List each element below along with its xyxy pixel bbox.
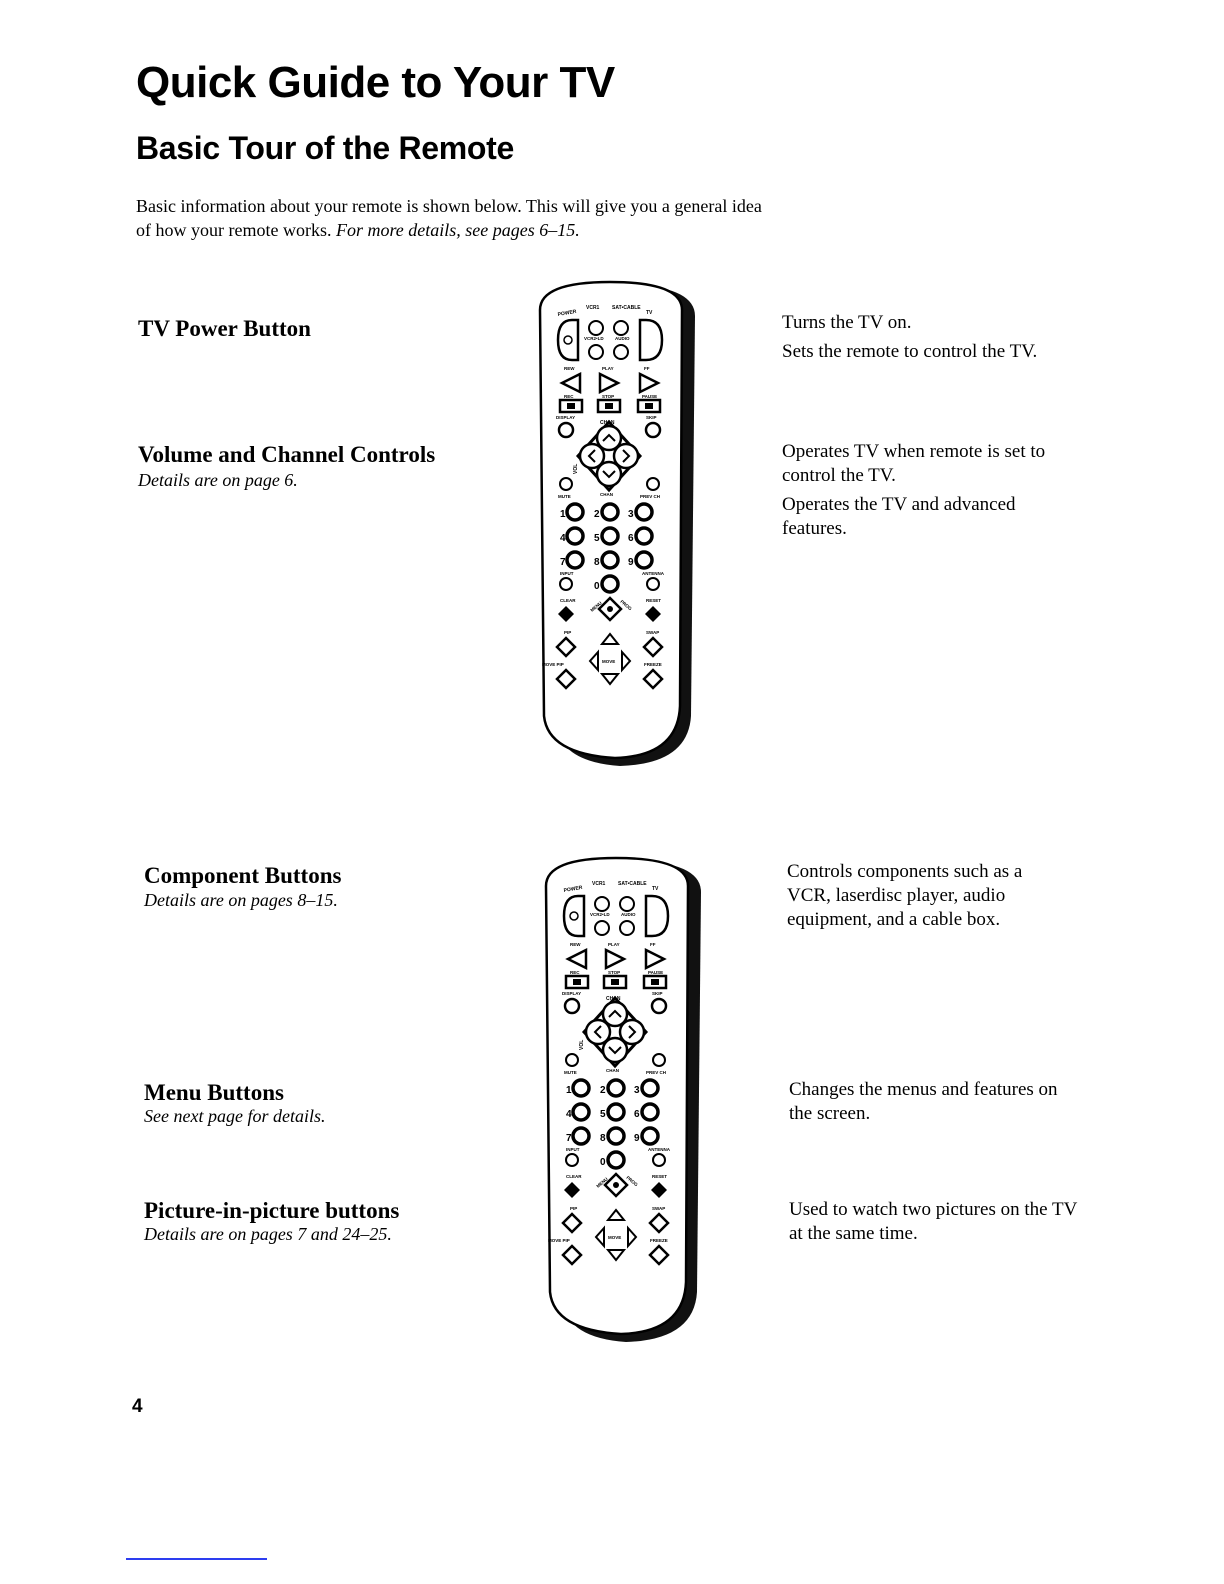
label-sat-cable: SAT•CABLE [612, 305, 641, 311]
label-ff: FF [650, 942, 656, 947]
intro-paragraph [136, 194, 776, 242]
intro-text: Basic information about your remote is shown below. This will give you a general idea of how your remote works. [136, 196, 762, 240]
tv-power-button-label: TV Power Button [138, 316, 311, 341]
label-clear: CLEAR [560, 598, 576, 603]
label-pip: PIP [564, 630, 572, 635]
digit-2-label: 2 [600, 1085, 606, 1096]
label-ff: FF [644, 366, 650, 371]
label-menu: MENU [595, 1176, 609, 1189]
page-title: Quick Guide to Your TV [136, 58, 615, 107]
menu-center-dot [607, 606, 613, 612]
label-rec: REC [570, 970, 580, 975]
digit-2-label: 2 [594, 509, 600, 520]
volume-channel-description: Operates TV when remote is set to control the TV. [782, 441, 1046, 486]
label-clear: CLEAR [566, 1174, 582, 1179]
digit-0-label: 0 [594, 581, 600, 592]
label-vcr2-ld: VCR2•LD [590, 912, 610, 917]
remote-control-bottom [526, 852, 716, 1346]
label-freeze: FREEZE [650, 1238, 668, 1243]
digit-1-label: 1 [566, 1085, 572, 1096]
rec-mark [567, 403, 575, 409]
label-reset: RESET [646, 598, 662, 603]
digit-9-label: 9 [628, 557, 634, 568]
pip-buttons-description: Used to watch two pictures on the TV at the same time. [789, 1199, 1077, 1244]
label-move-pip: MOVE PIP [548, 1238, 570, 1243]
label-input: INPUT [566, 1147, 580, 1152]
menu-center-dot [613, 1182, 619, 1188]
label-swap: SWAP [646, 630, 660, 635]
label-move: MOVE [608, 1235, 622, 1240]
label-skip: SKIP [646, 415, 657, 420]
label-prog: PROG [619, 598, 633, 612]
label-prog: PROG [625, 1174, 639, 1188]
label-play: PLAY [608, 942, 620, 947]
digit-3-label: 3 [628, 509, 634, 520]
menu-buttons-description: Changes the menus and features on the screen. [789, 1079, 1058, 1124]
label-move: MOVE [602, 659, 616, 664]
channel-down-button[interactable] [603, 1038, 627, 1062]
label-audio: AUDIO [621, 912, 636, 917]
stop-mark [611, 979, 619, 985]
label-prev-ch: PREV CH [640, 494, 661, 499]
volume-channel-controls-subtitle: Details are on page 6. [138, 470, 298, 490]
volume-channel-controls-label: Volume and Channel Controls [138, 442, 436, 467]
rec-mark [573, 979, 581, 985]
digit-5-label: 5 [600, 1109, 606, 1120]
component-buttons-description: Controls components such as a VCR, laserdisc player, audio equipment, and a cable box. [787, 861, 1023, 930]
digit-7-label: 7 [560, 557, 566, 568]
label-move-pip: MOVE PIP [542, 662, 564, 667]
label-tv: TV [652, 886, 659, 892]
label-power: POWER [557, 308, 577, 318]
label-antenna: ANTENNA [642, 571, 664, 576]
label-display: DISPLAY [562, 991, 582, 996]
label-input: INPUT [560, 571, 574, 576]
digit-9-label: 9 [634, 1133, 640, 1144]
volume-channel-description-2: Operates the TV and advanced features. [782, 494, 1016, 539]
digit-6-label: 6 [628, 533, 634, 544]
label-skip: SKIP [652, 991, 663, 996]
pause-mark [651, 979, 659, 985]
label-display: DISPLAY [556, 415, 576, 420]
label-audio: AUDIO [615, 336, 630, 341]
label-pause: PAUSE [642, 394, 658, 399]
label-stop: STOP [602, 394, 615, 399]
label-pip: PIP [570, 1206, 578, 1211]
digit-3-label: 3 [634, 1085, 640, 1096]
digit-6-label: 6 [634, 1109, 640, 1120]
tv-power-description-2: Sets the remote to control the TV. [782, 341, 1038, 362]
label-chan-top: CHAN [600, 420, 615, 426]
component-buttons-subtitle: Details are on pages 8–15. [144, 890, 338, 910]
page-number: 4 [132, 1396, 143, 1417]
label-freeze: FREEZE [644, 662, 662, 667]
label-swap: SWAP [652, 1206, 666, 1211]
label-stop: STOP [608, 970, 621, 975]
section-title: Basic Tour of the Remote [136, 130, 515, 166]
menu-buttons-subtitle: See next page for details. [144, 1106, 326, 1126]
label-vcr1: VCR1 [592, 881, 606, 887]
footer-rule [126, 1558, 267, 1560]
remote-control-top [520, 276, 710, 770]
label-rew: REW [570, 942, 581, 947]
digit-0-label: 0 [600, 1157, 606, 1168]
digit-5-label: 5 [594, 533, 600, 544]
pip-buttons-subtitle: Details are on pages 7 and 24–25. [144, 1224, 392, 1244]
channel-down-button[interactable] [597, 462, 621, 486]
label-vol: VOL [579, 1039, 585, 1050]
label-reset: RESET [652, 1174, 668, 1179]
digit-4-label: 4 [566, 1109, 572, 1120]
label-antenna: ANTENNA [648, 1147, 670, 1152]
stop-mark [605, 403, 613, 409]
label-rec: REC [564, 394, 574, 399]
label-sat-cable: SAT•CABLE [618, 881, 647, 887]
menu-buttons-label: Menu Buttons [144, 1080, 284, 1105]
digit-1-label: 1 [560, 509, 566, 520]
label-vcr2-ld: VCR2•LD [584, 336, 604, 341]
label-tv: TV [646, 310, 653, 316]
label-mute: MUTE [558, 494, 571, 499]
label-chan-bottom: CHAN [606, 1068, 619, 1073]
label-vcr1: VCR1 [586, 305, 600, 311]
label-prev-ch: PREV CH [646, 1070, 667, 1075]
pip-buttons-label: Picture-in-picture buttons [144, 1198, 400, 1223]
label-power: POWER [563, 884, 583, 894]
digit-8-label: 8 [594, 557, 600, 568]
label-vol: VOL [573, 463, 579, 474]
label-chan-bottom: CHAN [600, 492, 613, 497]
label-pause: PAUSE [648, 970, 664, 975]
pause-mark [645, 403, 653, 409]
digit-7-label: 7 [566, 1133, 572, 1144]
tv-power-description: Turns the TV on. [782, 312, 912, 333]
label-menu: MENU [589, 600, 603, 613]
component-buttons-label: Component Buttons [144, 863, 342, 888]
digit-4-label: 4 [560, 533, 566, 544]
label-rew: REW [564, 366, 575, 371]
digit-8-label: 8 [600, 1133, 606, 1144]
label-play: PLAY [602, 366, 614, 371]
label-mute: MUTE [564, 1070, 577, 1075]
label-chan-top: CHAN [606, 996, 621, 1002]
intro-emphasis: For more details, see pages 6–15. [335, 220, 580, 240]
